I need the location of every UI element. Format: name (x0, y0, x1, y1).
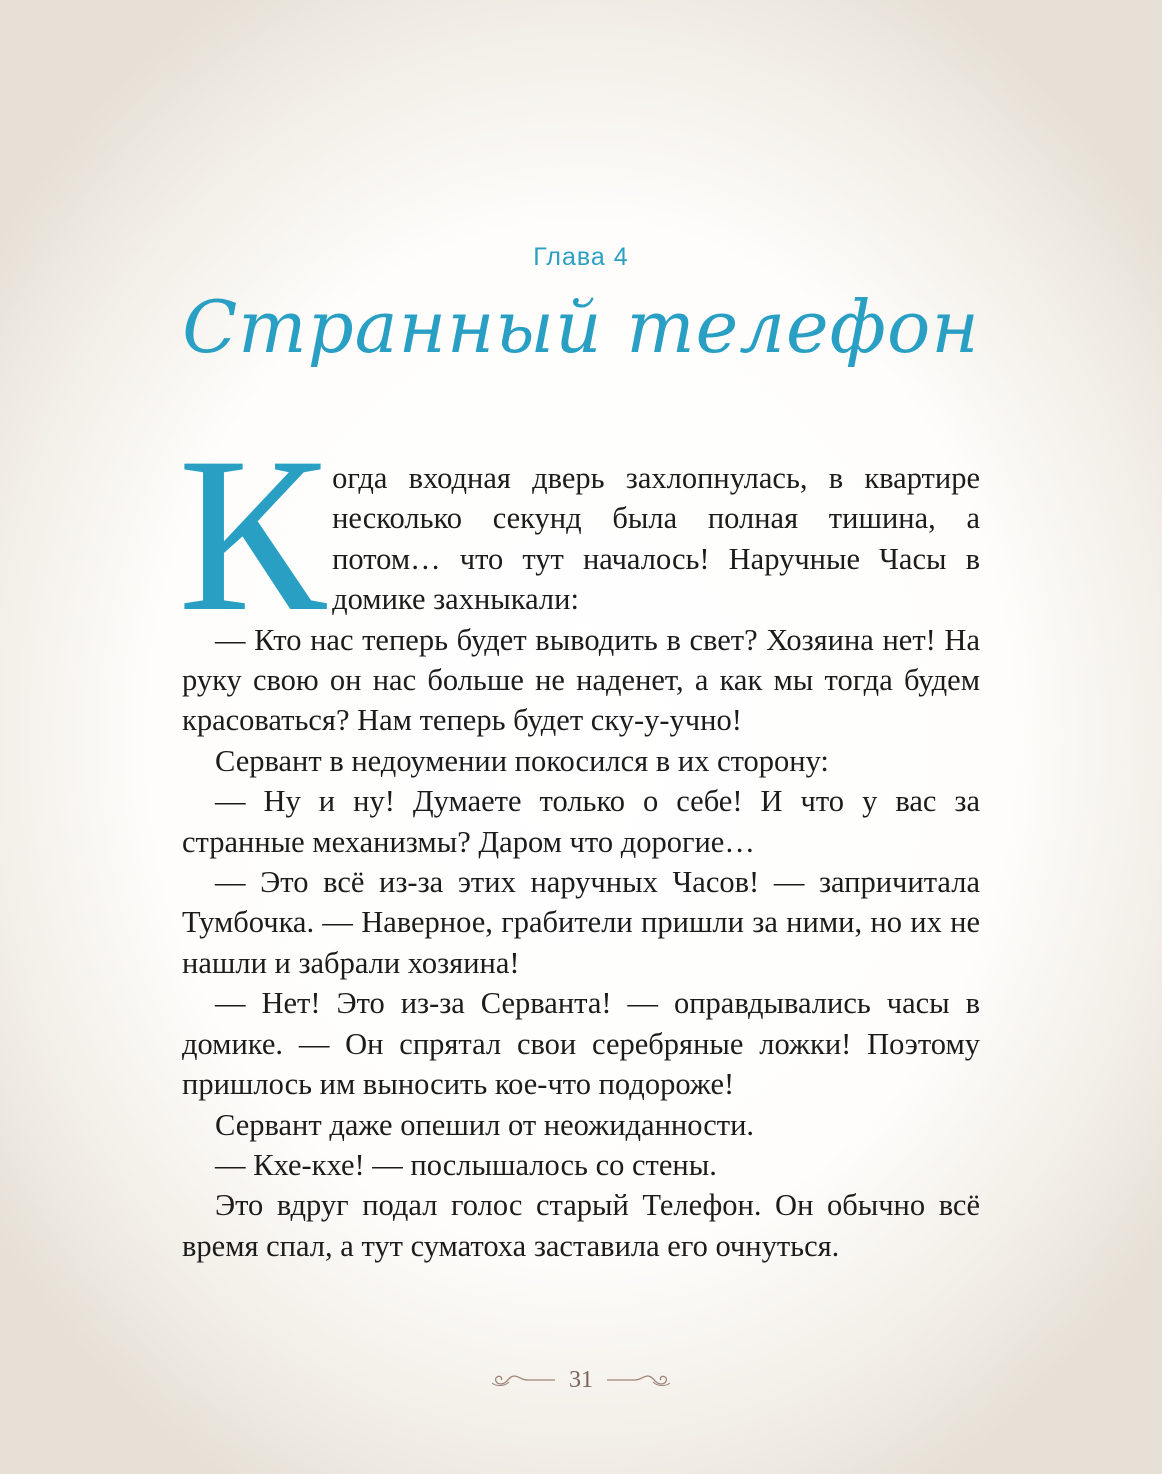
page-number: 31 (569, 1366, 593, 1393)
paragraph-4: — Ну и ну! Думаете только о себе! И что у вас за странные механизмы? Даром что дорогие… (182, 784, 980, 859)
chapter-label: Глава 4 (533, 243, 629, 271)
paragraph-7: Сервант даже опешил от неожиданности. (215, 1107, 755, 1142)
paragraph-3: Сервант в недоумении покосился в их сторону: (215, 743, 829, 778)
paragraph-8: — Кхе-кхе! — послышалось со стены. (215, 1147, 717, 1182)
chapter-title: Странный телефон (182, 285, 980, 369)
paragraph-1-text: огда входная дверь захлопнулась, в квартире несколько секунд была полная тишина, а потом… что тут началось! Наручные Часы в домике захныкали: (332, 461, 980, 617)
paragraph-9: Это вдруг подал голос старый Телефон. Он обычно всё время спал, а тут суматоха заставила его очнуться. (182, 1188, 980, 1263)
flourish-left-icon (487, 1370, 557, 1390)
flourish-right-icon (605, 1370, 675, 1390)
paragraph-2: — Кто нас теперь будет выводить в свет? Хозяина нет! На руку свою он нас больше не наденет, а как мы тогда будем красоваться? Нам теперь будет ску-у-учно! (182, 622, 980, 738)
paragraph-1 (178, 412, 980, 658)
paragraph-6: — Нет! Это из-за Серванта! — оправдывались часы в домике. — Он спрятал свои серебряные ложки! Поэтому пришлось им выносить кое-что подороже! (182, 986, 980, 1102)
page-footer (0, 1360, 1162, 1400)
drop-cap: К (178, 412, 321, 658)
chapter-body (178, 412, 980, 1266)
paragraph-5: — Это всё из-за этих наручных Часов! — запричитала Тумбочка. — Наверное, грабители пришли за ними, но их не нашли и забрали хозяина! (182, 865, 980, 980)
